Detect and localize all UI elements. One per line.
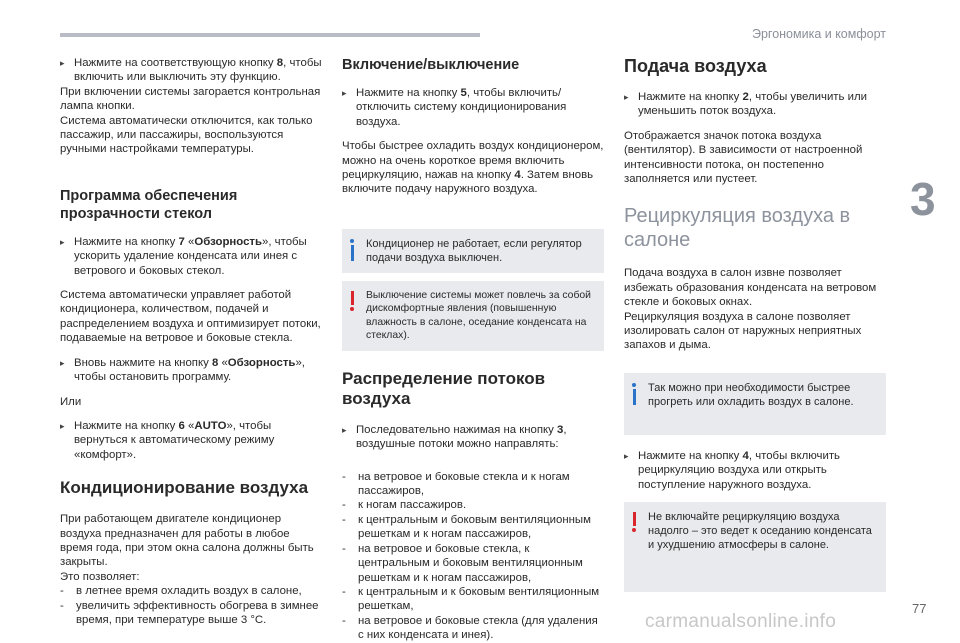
paragraph: При работающем двигателе кондиционер воздуха предназначен для работы в любое время года, при этом окна салона должны быть закрыты.: [60, 513, 314, 569]
info-note: Кондиционер не работает, если регулятор подачи воздуха выключен.: [342, 229, 604, 273]
section-heading-distribution: Распределение потоков воздуха: [342, 368, 546, 408]
paragraph: Система автоматически управляет работой кондиционера, количеством, подачей и распределением воздуха и оптимизирует потоки, подаваемые на ветровое и боковые стекла.: [60, 289, 321, 345]
bullet-item: ▸ Последовательно нажимая на кнопку 3, воздушные потоки можно направлять:: [342, 423, 567, 451]
section-heading-ac: Кондиционирование воздуха: [60, 478, 309, 498]
info-icon: [632, 383, 638, 405]
section-heading-supply: Подача воздуха: [624, 56, 767, 76]
column-3: [624, 56, 886, 592]
bullet-item: ▸ Нажмите на кнопку 4, чтобы включить рециркуляцию воздуха или открыть поступление наружного воздуха.: [624, 449, 840, 491]
header-title: Эргономика и комфорт: [751, 27, 886, 41]
paragraph: Подача воздуха в салон извне позволяет избежать образования конденсата на ветровом стекле и боковых окнах.: [624, 267, 877, 309]
list-item: - к центральным и к боковым вентиляционным решеткам,: [342, 585, 600, 613]
warning-note: Не включайте рециркуляцию воздуха надолго – это ведет к оседанию конденсата и ухудшению атмосферы в салоне.: [624, 502, 886, 592]
bullet-arrow-icon: ▸: [624, 450, 629, 461]
chapter-number: 3: [910, 173, 936, 225]
paragraph-or: Или: [60, 395, 82, 408]
bullet-item: ▸ Нажмите на соответствующую кнопку 8, чтобы включить или выключить эту функцию.: [60, 57, 322, 84]
column-2: [342, 56, 604, 643]
bullet-item: ▸ Нажмите на кнопку 2, чтобы увеличить или уменьшить поток воздуха.: [624, 91, 867, 118]
list-item: - на ветровое и боковые стекла (для удаления с них конденсата и инея).: [342, 614, 598, 642]
list-item: - к ногам пассажиров.: [342, 499, 467, 512]
paragraph: Чтобы быстрее охладить воздух кондиционером, можно на очень короткое время включить рециркуляцию, нажав на кнопку 4. Затем вновь включите подачу наружного воздуха.: [342, 140, 604, 196]
list-item: - на ветровое и боковые стекла и к ногам пассажиров,: [342, 470, 570, 498]
list-item: - на ветровое и боковые стекла, к центральным и боковым вентиляционным решеткам и к ногам пассажиров,: [342, 542, 583, 584]
bullet-item: ▸ Нажмите на кнопку 6 «AUTO», чтобы вернуться к автоматическому режиму «комфорт».: [60, 419, 275, 461]
paragraph: Это позволяет:: [60, 570, 140, 583]
paragraph: Рециркуляция воздуха в салоне позволяет изолировать салон от наружных неприятных запахов и дыма.: [624, 310, 862, 352]
bullet-arrow-icon: ▸: [60, 58, 65, 68]
bullet-arrow-icon: ▸: [60, 236, 65, 247]
bullet-arrow-icon: ▸: [60, 357, 65, 368]
column-1: [60, 56, 322, 627]
paragraph: При включении системы загорается контрольная лампа кнопки.: [60, 85, 321, 113]
header-rule: [60, 33, 480, 37]
paragraph: Система автоматически отключится, как только пассажир, или пассажиры, воспользуются ручными настройками температуры.: [60, 114, 313, 156]
section-heading-onoff: Включение/выключение: [342, 57, 520, 73]
bullet-arrow-icon: ▸: [342, 88, 347, 98]
bullet-item: ▸ Нажмите на кнопку 5, чтобы включить/отключить систему кондиционирования воздуха.: [342, 87, 567, 128]
bullet-arrow-icon: ▸: [342, 424, 347, 435]
section-heading-recirculation: Рециркуляция воздуха в салоне: [624, 205, 851, 252]
list-item: - увеличить эффективность обогрева в зимнее время, при температуре выше 3 °C.: [60, 599, 319, 626]
watermark: carmanualsonline.info: [645, 611, 837, 632]
warning-note: Выключение системы может повлечь за собой дискомфортные явления (повышенную влажность в салоне, оседание конденсата на стеклах).: [342, 281, 604, 351]
bullet-item: ▸ Нажмите на кнопку 7 «Обзорность», чтобы ускорить удаление конденсата или инея с ветрового и боковых стекол.: [60, 235, 307, 277]
section-heading-program: Программа обеспечения прозрачности стекол: [60, 187, 238, 222]
info-icon: [350, 239, 356, 261]
info-note: Так можно при необходимости быстрее прогреть или охладить воздух в салоне.: [624, 373, 886, 435]
warning-icon: [632, 512, 638, 532]
list-item: - к центральным и боковым вентиляционным решеткам и к ногам пассажиров,: [342, 513, 591, 541]
paragraph: Отображается значок потока воздуха (вентилятор). В зависимости от настроенной интенсивности потока, он постепенно заполняется или пустеет.: [624, 129, 863, 186]
bullet-arrow-icon: ▸: [60, 420, 65, 431]
list-item: - в летнее время охладить воздух в салоне,: [60, 585, 302, 598]
bullet-arrow-icon: ▸: [624, 92, 629, 102]
bullet-item: ▸ Вновь нажмите на кнопку 8 «Обзорность», чтобы остановить программу.: [60, 356, 305, 384]
page-number: 77: [912, 601, 927, 616]
warning-icon: [350, 291, 356, 311]
